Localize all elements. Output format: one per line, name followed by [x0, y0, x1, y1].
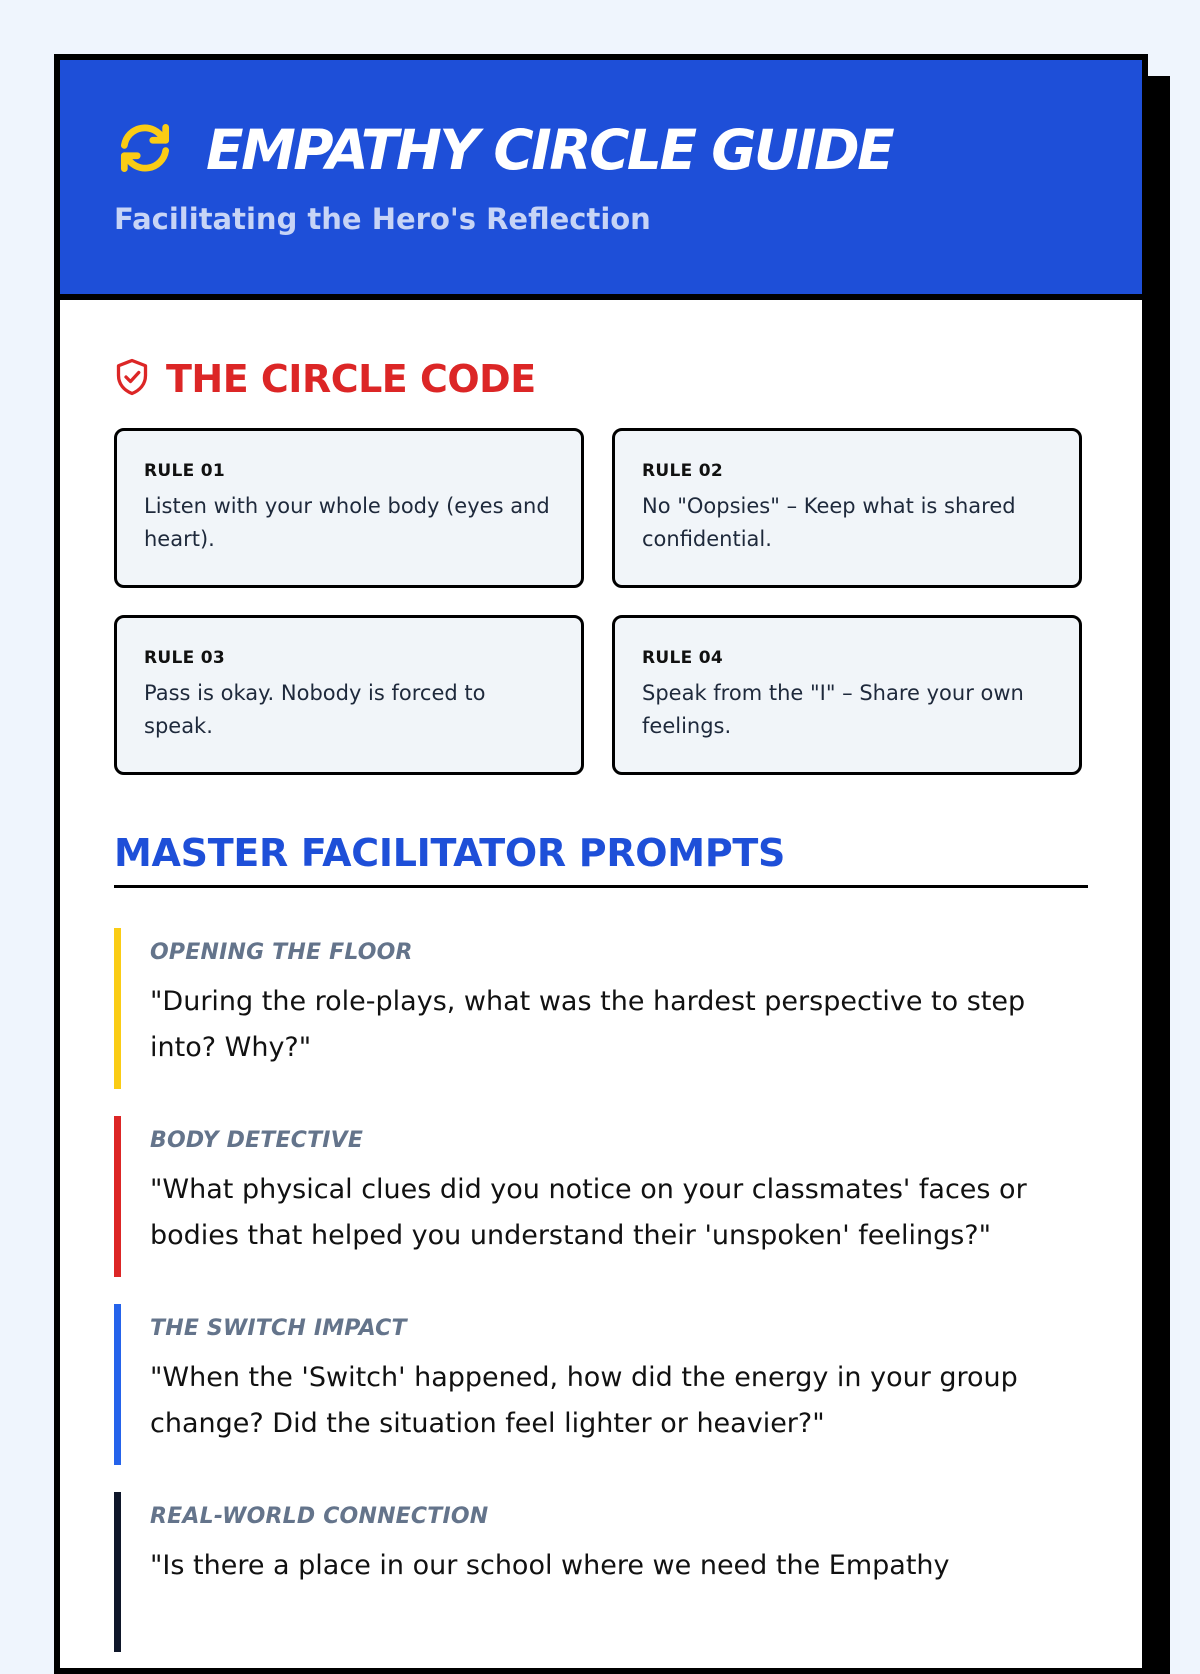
guide-body — [60, 300, 1142, 1652]
prompt-text: "What physical clues did you notice on your classmates' faces or bodies that helped you understand their 'unspoken' feelings?" — [150, 1174, 1027, 1251]
title-row — [114, 110, 1142, 190]
prompt-item — [114, 1492, 1088, 1652]
circle-code-heading — [114, 352, 1088, 406]
prompt-label: THE SWITCH IMPACT — [150, 1316, 407, 1341]
page-subtitle: Facilitating the Hero's Reflection — [114, 202, 651, 236]
prompt-label: REAL-WORLD CONNECTION — [150, 1504, 489, 1529]
rule-text: Pass is okay. Nobody is forced to speak. — [144, 681, 486, 738]
rule-card — [114, 428, 584, 588]
header-banner — [60, 60, 1142, 300]
rule-text: No "Oopsies" – Keep what is shared confidential. — [642, 494, 1016, 551]
shield-check-icon — [114, 357, 166, 402]
rules-grid — [114, 428, 1088, 775]
rule-card — [612, 615, 1082, 775]
rule-label: RULE 02 — [642, 461, 724, 481]
page-title: EMPATHY CIRCLE GUIDE — [206, 118, 893, 182]
prompt-label: OPENING THE FLOOR — [150, 940, 413, 965]
rule-label: RULE 04 — [642, 648, 724, 668]
prompt-text: "When the 'Switch' happened, how did the energy in your group change? Did the situation feel lighter or heavier?" — [150, 1362, 1018, 1439]
prompts-title: MASTER FACILITATOR PROMPTS — [114, 831, 1088, 888]
prompt-item — [114, 1116, 1088, 1277]
rule-card — [612, 428, 1082, 588]
rule-text: Speak from the "I" – Share your own feelings. — [642, 681, 1024, 738]
prompt-item — [114, 928, 1088, 1089]
prompt-list — [114, 928, 1088, 1652]
refresh-cycle-icon — [114, 117, 206, 184]
circle-code-title: THE CIRCLE CODE — [166, 357, 536, 401]
rule-text: Listen with your whole body (eyes and heart). — [144, 494, 550, 551]
prompt-text: "Is there a place in our school where we need the Empathy — [150, 1550, 950, 1581]
prompt-item — [114, 1304, 1088, 1465]
prompt-text: "During the role-plays, what was the hardest perspective to step into? Why?" — [150, 986, 1026, 1063]
rule-label: RULE 03 — [144, 648, 226, 668]
guide-card — [54, 54, 1148, 1674]
rule-card — [114, 615, 584, 775]
rule-label: RULE 01 — [144, 461, 226, 481]
prompt-label: BODY DETECTIVE — [150, 1128, 364, 1153]
